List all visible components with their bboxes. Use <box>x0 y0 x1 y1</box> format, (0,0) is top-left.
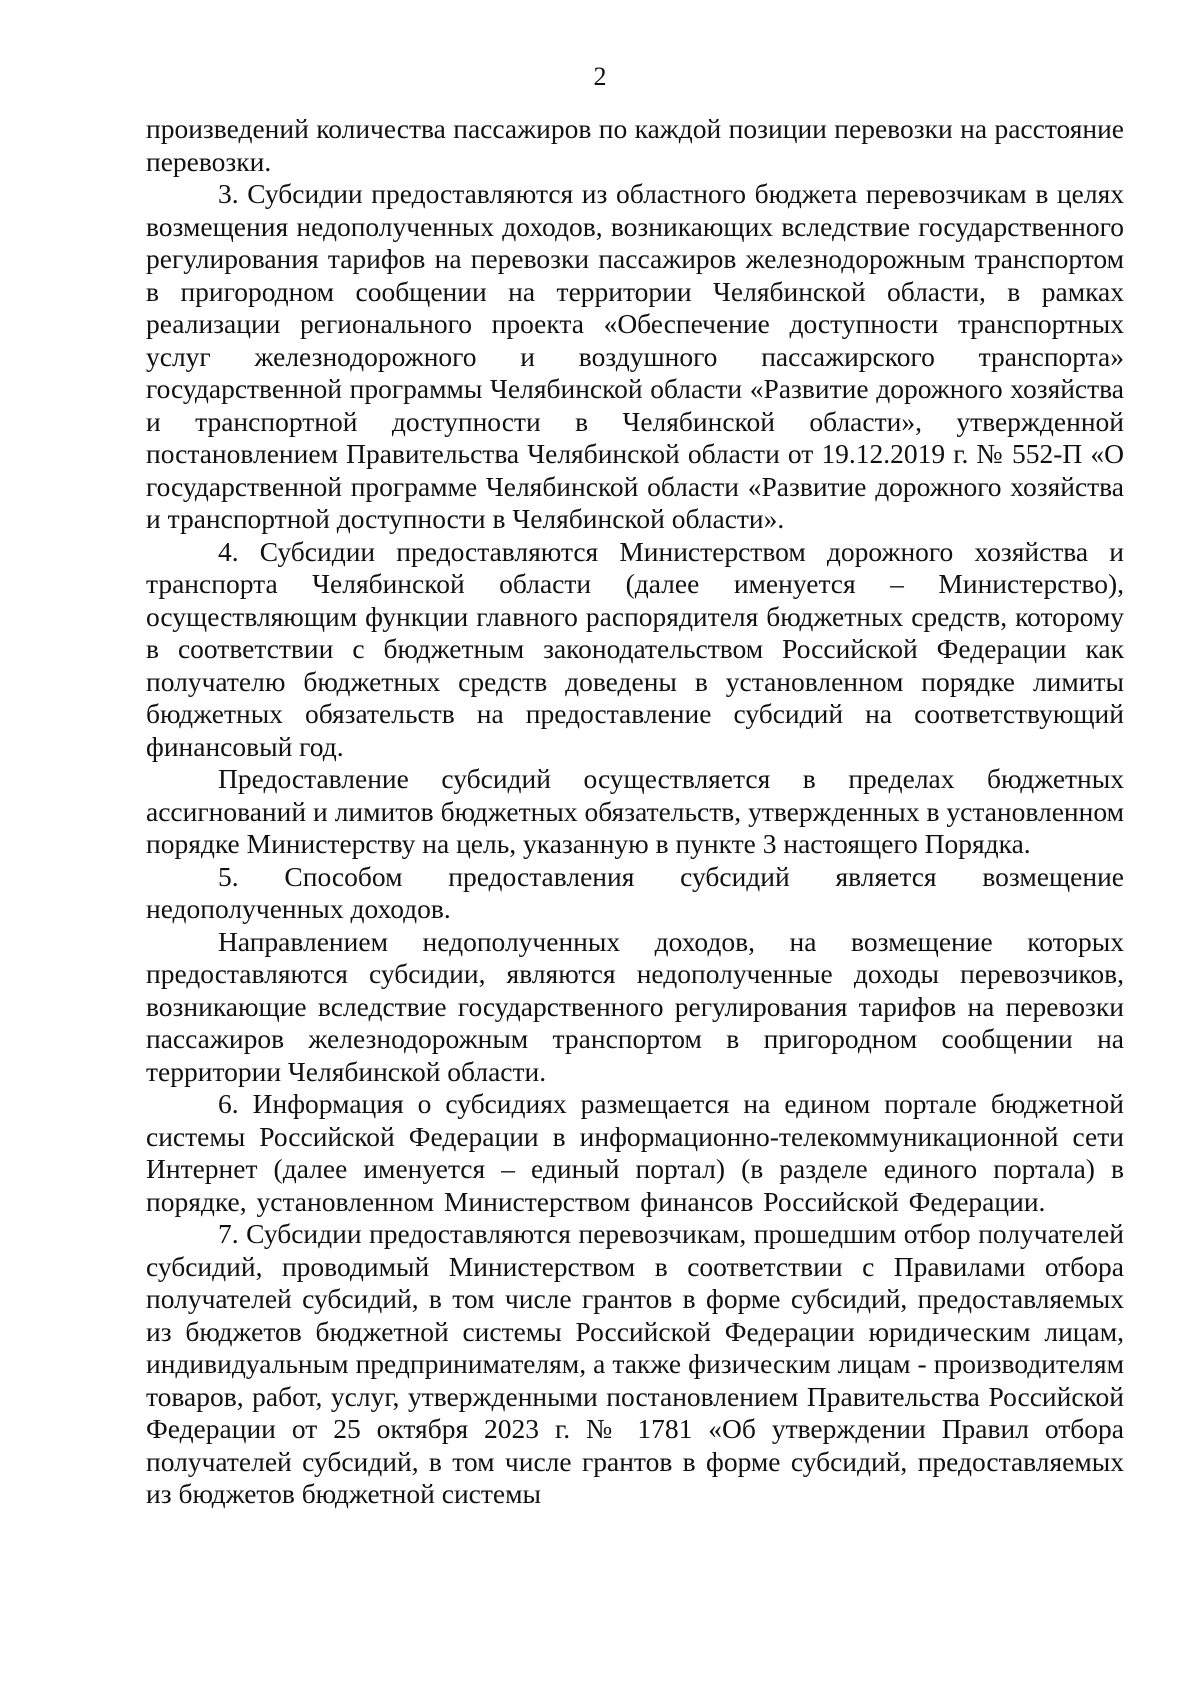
paragraph-item-4-limits: Предоставление субсидий осуществляется в пределах бюджетных ассигнований и лимитов бюджетных обязательств, утвержденных в установленном порядке Министерству на цель, указанную в пункте 3 настоящего Порядка. <box>146 763 1124 859</box>
paragraph-item-4: 4. Субсидии предоставляются Министерством дорожного хозяйства и транспорта Челябинской области (далее именуется – Министерство), осуществляющим функции главного распорядителя бюджетных средств, которому в соответствии с бюджетным законодательством Российской Федерации как получателю бюджетных средств доведены в установленном порядке лимиты бюджетных обязательств на предоставление субсидий на соответствующий финансовый год. <box>146 535 1124 762</box>
paragraph-continuation: произведений количества пассажиров по каждой позиции перевозки на расстояние перевозки. <box>146 113 1124 177</box>
paragraph-item-3: 3. Субсидии предоставляются из областного бюджета перевозчикам в целях возмещения недополученных доходов, возникающих вследствие государственного регулирования тарифов на перевозки пассажиров железнодорожным транспортом в пригородном сообщении на территории Челябинской области, в рамках реализации регионального проекта «Обеспечение доступности транспортных услуг железнодорожного и воздушного пассажирского транспорта» государственной программы Челябинской области «Развитие дорожного хозяйства и транспортной доступности в Челябинской области», утвержденной постановлением Правительства Челябинской области от 19.12.2019 г. № 552-П «О государственной программе Челябинской области «Развитие дорожного хозяйства и транспортной доступности в Челябинской области». <box>146 178 1124 534</box>
page-number: 2 <box>593 62 607 91</box>
document-body <box>146 113 1124 1511</box>
paragraph-item-5-direction: Направлением недополученных доходов, на возмещение которых предоставляются субсидии, являются недополученные доходы перевозчиков, возникающие вследствие государственного регулирования тарифов на перевозки пассажиров железнодорожным транспортом в пригородном сообщении на территории Челябинской области. <box>146 925 1124 1087</box>
paragraph-item-6: 6. Информация о субсидиях размещается на едином портале бюджетной системы Российской Федерации в информационно-телекоммуникационной сети Интернет (далее именуется – единый портал) (в разделе единого портала) в порядке, установленном Министерством финансов Российской Федерации. <box>146 1088 1124 1217</box>
paragraph-item-5: 5. Способом предоставления субсидий является возмещение недополученных доходов. <box>146 860 1124 924</box>
paragraph-item-7: 7. Субсидии предоставляются перевозчикам, прошедшим отбор получателей субсидий, проводимый Министерством в соответствии с Правилами отбора получателей субсидий, в том числе грантов в форме субсидий, предоставляемых из бюджетов бюджетной системы Российской Федерации юридическим лицам, индивидуальным предпринимателям, а также физическим лицам - производителям товаров, работ, услуг, утвержденными постановлением Правительства Российской Федерации от 25 октября 2023 г. № 1781 «Об утверждении Правил отбора получателей субсидий, в том числе грантов в форме субсидий, предоставляемых из бюджетов бюджетной системы <box>146 1218 1124 1509</box>
